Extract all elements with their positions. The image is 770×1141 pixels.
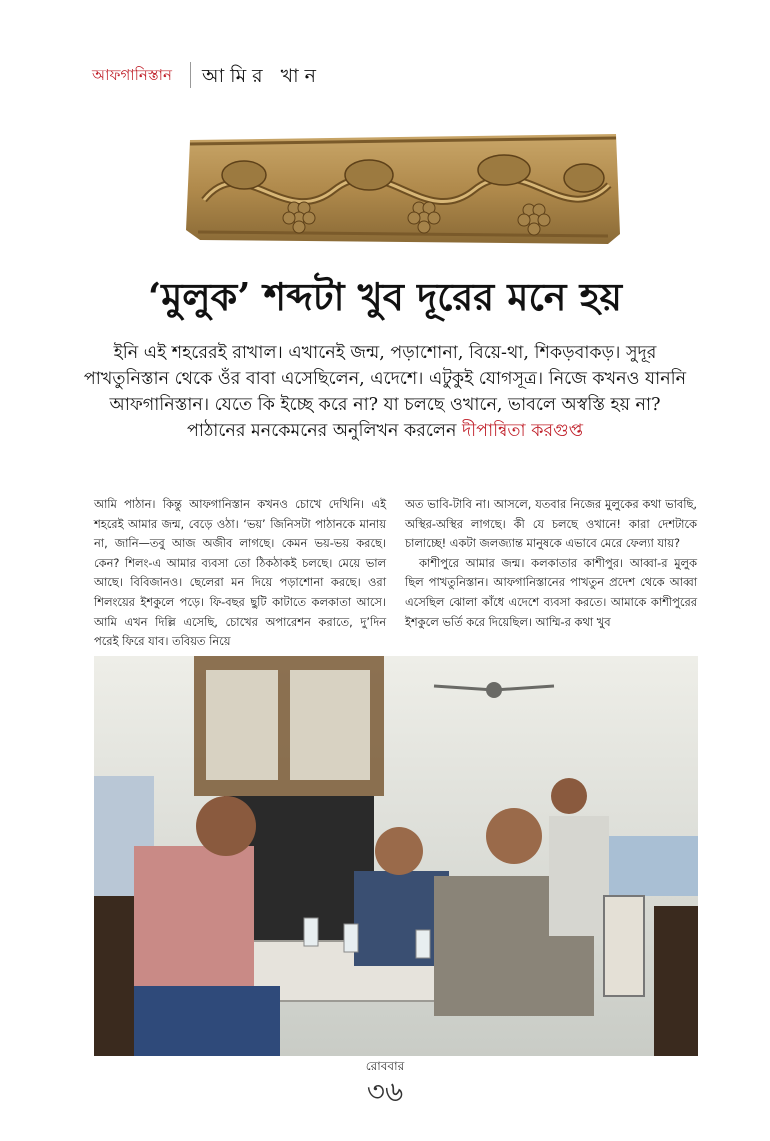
body-paragraph: আমি পাঠান। কিন্তু আফগানিস্তান কখনও চোখে দেখিনি। এই শহরেই আমার জন্ম, বেড়ে ওঠা। ‘ভয়’ জিনিসটা পাঠানকে মানায় না, জানি—তবু আজ অজীব লাগছে। কেমন ভয়-ভয় করছে। কেন? শিলং-এ আমার ব্যবসা তো ঠিকঠাকই চলছে। মেয়ে ভাল আছে। বিবিজানও। ছেলেরা মন দিয়ে পড়াশোনা করছে। ওরা শিলংয়ের ইশকুলে পড়ে। ফি-বছর ছুটি কাটাতে কলকাতা আসে। আমি এখন দিল্লি এসেছি, চোখের অপারেশন করাতে, দু’দিন পরেই ফিরে যাব। তবিয়ত নিয়ে bbox=[94, 497, 386, 649]
body-paragraph: কাশীপুরে আমার জন্ম। কলকাতার কাশীপুর। আব্বা-র মুলুক ছিল পাখতুনিস্তান। আফগানিস্তানের পাখতুন প্রদেশ থেকে আব্বা এসেছিল ঝোলা কাঁধে এদেশে ব্যবসা করতে। আমাকে কাশীপুরের ইশকুলে ভর্তি করে দিয়েছিল। আম্মি-র কথা খুব bbox=[405, 555, 697, 629]
magazine-name: রোববার bbox=[365, 1059, 405, 1073]
body-column-left bbox=[94, 495, 386, 652]
intro-text: ইনি এই শহরেরই রাখাল। এখানেই জন্ম, পড়াশোনা, বিয়ে-থা, শিকড়বাকড়। সুদূর পাখতুনিস্তান থেকে ওঁর বাবা এসেছিলেন, এদেশে। এটুকুই যোগসূত্র। নিজে কখনও যাননি আফগানিস্তান। যেতে কি ইচ্ছে করে না? যা চলছে ওখানে, ভাবলে অস্বস্তি হয় না? পাঠানের মনকেমনের অনুলিখন করলেন bbox=[83, 343, 687, 441]
intro-standfirst bbox=[80, 340, 690, 444]
header-divider bbox=[190, 62, 191, 88]
carved-relief-image bbox=[184, 130, 622, 246]
headline: ‘মুলুক’ শব্দটা খুব দূরের মনে হয় bbox=[147, 274, 623, 319]
section-tag: আফগানিস্তান bbox=[92, 66, 172, 84]
body-paragraph: অত ভাবি-টাবি না। আসলে, যতবার নিজের মুলুকের কথা ভাবছি, অস্থির-অস্থির লাগছে। কী যে চলছে ওখানে! কারা দেশটাকে চালাচ্ছে! একটা জলজ্যান্ত মানুষকে এভাবে মেরে ফেল্যা যায়? bbox=[405, 497, 697, 551]
cafe-photo bbox=[94, 656, 698, 1056]
page-number: ৩৬ bbox=[366, 1075, 404, 1108]
body-column-right bbox=[405, 495, 697, 632]
byline: দীপান্বিতা করগুপ্ত bbox=[461, 421, 583, 441]
author-name: আমির খান bbox=[202, 65, 322, 87]
